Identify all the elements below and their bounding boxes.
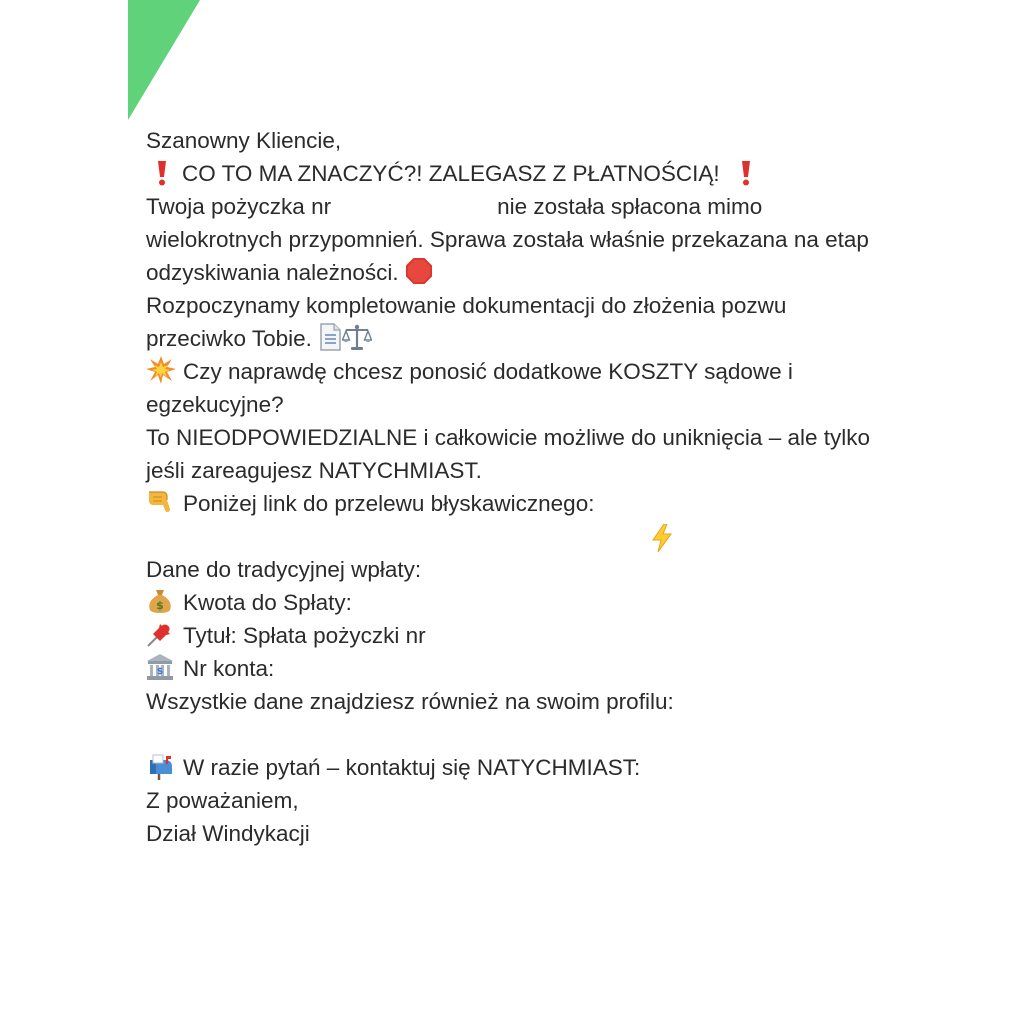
loan-text-after: nie została spłacona mimo — [497, 194, 763, 219]
mailbox-icon — [146, 752, 174, 780]
account-label: Nr konta: — [183, 656, 275, 681]
lawsuit-text: przeciwko Tobie. — [146, 326, 312, 351]
link-intro-text: Poniżej link do przelewu błyskawicznego: — [183, 491, 595, 516]
headline-text: CO TO MA ZNACZYĆ?! ZALEGASZ Z PŁATNOŚCIĄ! — [182, 161, 720, 186]
collection-letter — [146, 124, 996, 850]
collision-icon — [146, 356, 176, 384]
reminder-line: wielokrotnych przypomnień. Sprawa została właśnie przekazana na etap — [146, 227, 869, 252]
lawsuit-line-2 — [146, 322, 996, 355]
traditional-payment-heading: Dane do tradycyjnej wpłaty: — [146, 557, 422, 582]
green-corner-shape — [128, 0, 200, 120]
contact-line — [146, 751, 996, 784]
costs-text: Czy naprawdę chcesz ponosić dodatkowe KOSZTY sądowe i — [183, 359, 793, 384]
loan-line — [146, 190, 996, 223]
closing: Z poważaniem, — [146, 788, 299, 813]
costs-line-1 — [146, 355, 996, 388]
account-line — [146, 652, 996, 685]
signature: Dział Windykacji — [146, 821, 310, 846]
irresponsible-line-1: To NIEODPOWIEDZIALNE i całkowicie możliwe do uniknięcia – ale tylko — [146, 425, 870, 450]
red-exclamation-icon — [152, 160, 172, 186]
amount-line — [146, 586, 996, 619]
pointing-down-hand-icon — [146, 488, 174, 516]
money-bag-icon — [146, 587, 174, 615]
stop-sign-icon — [405, 257, 433, 285]
amount-label: Kwota do Spłaty: — [183, 590, 352, 615]
spacer — [146, 718, 996, 751]
pushpin-icon — [146, 620, 174, 648]
headline — [146, 157, 996, 190]
svg-text:$: $ — [156, 599, 164, 612]
collection-text: odzyskiwania należności. — [146, 260, 399, 285]
svg-text:$: $ — [156, 667, 164, 677]
title-line — [146, 619, 996, 652]
profile-line: Wszystkie dane znajdziesz również na swoim profilu: — [146, 689, 674, 714]
balance-scale-icon — [342, 323, 372, 351]
greeting: Szanowny Kliencie, — [146, 128, 342, 153]
document-icon — [318, 323, 342, 351]
irresponsible-line-2: jeśli zareagujesz NATYCHMIAST. — [146, 458, 482, 483]
red-exclamation-icon — [736, 160, 756, 186]
link-intro-line — [146, 487, 996, 520]
title-label: Tytuł: Spłata pożyczki nr — [183, 623, 426, 648]
contact-text: W razie pytań – kontaktuj się NATYCHMIAST: — [183, 755, 641, 780]
loan-text-before: Twoja pożyczka nr — [146, 194, 332, 219]
bank-icon — [146, 653, 174, 681]
payment-link-row — [146, 520, 996, 553]
lightning-icon — [651, 524, 673, 552]
lawsuit-line-1: Rozpoczynamy kompletowanie dokumentacji do złożenia pozwu — [146, 293, 787, 318]
collection-line — [146, 256, 996, 289]
costs-line-2: egzekucyjne? — [146, 392, 284, 417]
